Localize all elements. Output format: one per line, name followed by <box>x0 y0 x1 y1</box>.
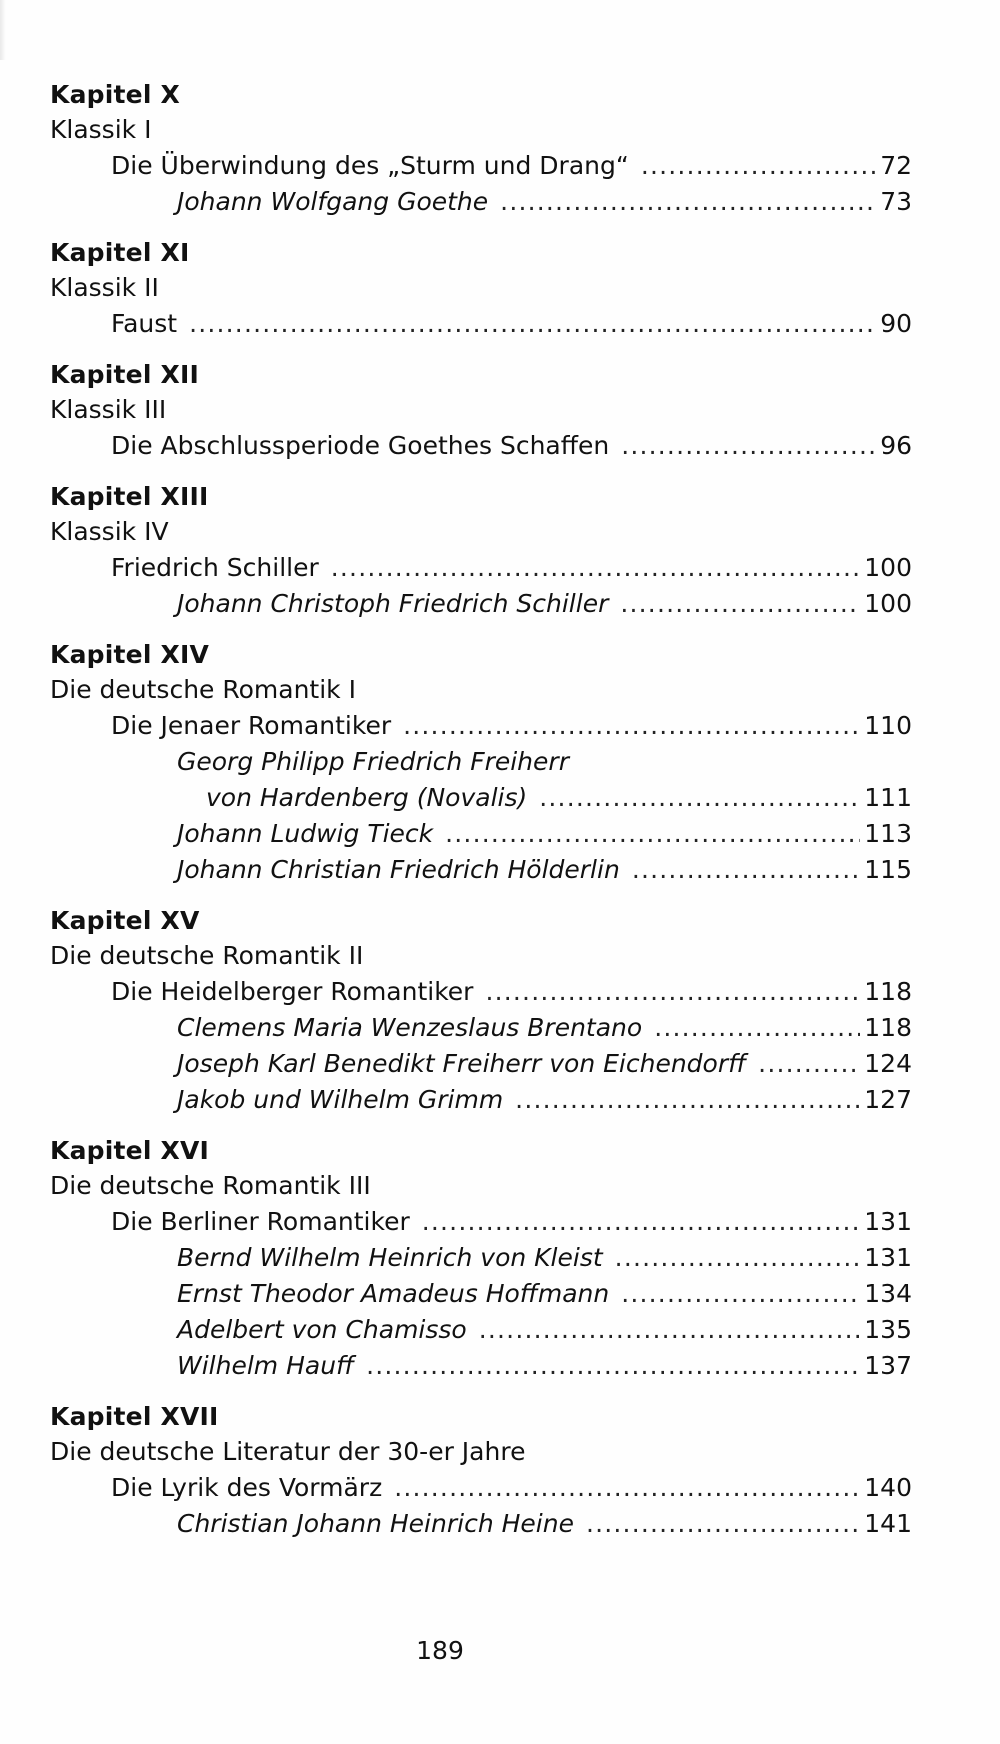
toc-entry-page: 100 <box>864 553 912 582</box>
toc-entry-page: 72 <box>880 151 912 180</box>
page-edge-shadow <box>0 0 6 60</box>
chapter-title: Kapitel XII <box>50 360 199 389</box>
toc-entry-label: Bernd Wilhelm Heinrich von Kleist <box>177 1243 603 1272</box>
toc-entry-page: 73 <box>880 187 912 216</box>
dot-leader <box>500 184 876 220</box>
toc-entry-label: Georg Philipp Friedrich Freiherr <box>177 747 569 776</box>
toc-entry-label: Joseph Karl Benedikt Freiherr von Eichendorff <box>177 1049 747 1078</box>
toc-entry-page: 100 <box>864 589 912 618</box>
dot-leader <box>189 306 876 342</box>
toc-entry[interactable] <box>50 1204 912 1240</box>
page-number: 189 <box>416 1636 464 1665</box>
chapter-subtitle: Die deutsche Romantik II <box>50 941 364 970</box>
toc-entry-label: Faust <box>111 309 178 338</box>
chapter-subtitle: Die deutsche Romantik I <box>50 675 356 704</box>
dot-leader <box>586 1506 860 1542</box>
toc-entry[interactable] <box>50 708 912 744</box>
toc-entry[interactable] <box>50 1470 912 1506</box>
toc-entry-page: 115 <box>864 855 912 884</box>
chapter-title: Kapitel XVII <box>50 1402 219 1431</box>
toc-entry[interactable] <box>50 1506 912 1542</box>
dot-leader <box>632 852 860 888</box>
toc-entry-label: Die Abschlussperiode Goethes Schaffen <box>111 431 610 460</box>
toc-entry[interactable] <box>50 816 912 852</box>
toc-entry-label: Friedrich Schiller <box>111 553 319 582</box>
dot-leader <box>621 1276 860 1312</box>
toc-entry-page: 131 <box>864 1207 912 1236</box>
toc-entry[interactable] <box>50 1240 912 1276</box>
toc-entry-label: Die Lyrik des Vormärz <box>111 1473 383 1502</box>
dot-leader <box>394 1470 860 1506</box>
chapter-xiv <box>50 638 912 888</box>
toc-entry-label: Die Berliner Romantiker <box>111 1207 410 1236</box>
dot-leader <box>621 428 876 464</box>
toc-entry[interactable] <box>50 852 912 888</box>
toc-entry-page: 90 <box>880 309 912 338</box>
toc-entry[interactable] <box>50 184 912 220</box>
toc-entry-label: Jakob und Wilhelm Grimm <box>177 1085 504 1114</box>
chapter-subtitle: Klassik I <box>50 115 152 144</box>
chapter-title: Kapitel XI <box>50 238 190 267</box>
toc-entry[interactable] <box>50 1082 912 1118</box>
toc-entry-page: 118 <box>864 977 912 1006</box>
toc-entry[interactable] <box>50 974 912 1010</box>
chapter-subtitle: Klassik IV <box>50 517 169 546</box>
toc-entry-label: Christian Johann Heinrich Heine <box>177 1509 574 1538</box>
toc-entry-label: Adelbert von Chamisso <box>177 1315 467 1344</box>
dot-leader <box>403 708 860 744</box>
dot-leader <box>654 1010 860 1046</box>
toc-entry-page: 127 <box>864 1085 912 1114</box>
toc-entry-label: Clemens Maria Wenzeslaus Brentano <box>177 1013 643 1042</box>
toc-entry-page: 124 <box>864 1049 912 1078</box>
toc-entry[interactable] <box>50 780 912 816</box>
toc-entry-page: 134 <box>864 1279 912 1308</box>
toc-entry-label: Wilhelm Hauff <box>177 1351 355 1380</box>
toc-entry-label: Ernst Theodor Amadeus Hoffmann <box>177 1279 610 1308</box>
toc-entry-label: Johann Wolfgang Goethe <box>177 187 489 216</box>
toc-entry-label: Die Jenaer Romantiker <box>111 711 392 740</box>
toc-entry-page: 135 <box>864 1315 912 1344</box>
dot-leader <box>641 148 876 184</box>
toc-entry-label: Die Überwindung des „Sturm und Drang“ <box>111 151 629 180</box>
toc-entry[interactable] <box>50 148 912 184</box>
table-of-contents <box>50 78 912 1558</box>
toc-entry-page: 110 <box>864 711 912 740</box>
dot-leader <box>539 780 860 816</box>
chapter-subtitle: Die deutsche Literatur der 30-er Jahre <box>50 1437 526 1466</box>
toc-entry-page: 111 <box>864 783 912 812</box>
chapter-xii <box>50 358 912 464</box>
toc-entry[interactable] <box>50 1046 912 1082</box>
chapter-subtitle: Klassik III <box>50 395 167 424</box>
dot-leader <box>615 1240 861 1276</box>
dot-leader <box>331 550 861 586</box>
toc-entry-label: Die Heidelberger Romantiker <box>111 977 474 1006</box>
toc-entry-page: 131 <box>864 1243 912 1272</box>
dot-leader <box>445 816 860 852</box>
toc-entry[interactable] <box>50 550 912 586</box>
chapter-title: Kapitel X <box>50 80 180 109</box>
toc-entry-page: 118 <box>864 1013 912 1042</box>
chapter-title: Kapitel XIV <box>50 640 210 669</box>
chapter-subtitle: Klassik II <box>50 273 159 302</box>
chapter-x <box>50 78 912 220</box>
dot-leader <box>758 1046 860 1082</box>
chapter-xv <box>50 904 912 1118</box>
toc-entry-first-line[interactable] <box>50 744 912 780</box>
chapter-xi <box>50 236 912 342</box>
toc-entry-page: 113 <box>864 819 912 848</box>
dot-leader <box>515 1082 860 1118</box>
toc-entry-page: 141 <box>864 1509 912 1538</box>
chapter-title: Kapitel XVI <box>50 1136 210 1165</box>
toc-entry[interactable] <box>50 1276 912 1312</box>
toc-entry[interactable] <box>50 1312 912 1348</box>
chapter-subtitle: Die deutsche Romantik III <box>50 1171 371 1200</box>
dot-leader <box>479 1312 861 1348</box>
toc-entry[interactable] <box>50 306 912 342</box>
toc-entry-page: 137 <box>864 1351 912 1380</box>
dot-leader <box>485 974 860 1010</box>
toc-entry-page: 96 <box>880 431 912 460</box>
toc-entry-label: Johann Christoph Friedrich Schiller <box>177 589 609 618</box>
toc-entry[interactable] <box>50 1348 912 1384</box>
chapter-title: Kapitel XV <box>50 906 200 935</box>
toc-entry[interactable] <box>50 586 912 622</box>
dot-leader <box>422 1204 861 1240</box>
chapter-xiii <box>50 480 912 622</box>
toc-entry[interactable] <box>50 1010 912 1046</box>
chapter-xvi <box>50 1134 912 1384</box>
toc-entry-label: Johann Christian Friedrich Hölderlin <box>177 855 620 884</box>
chapter-title: Kapitel XIII <box>50 482 209 511</box>
toc-entry-page: 140 <box>864 1473 912 1502</box>
toc-entry-label: von Hardenberg (Novalis) <box>206 783 528 812</box>
toc-entry[interactable] <box>50 428 912 464</box>
toc-entry-label: Johann Ludwig Tieck <box>177 819 434 848</box>
dot-leader <box>366 1348 860 1384</box>
chapter-xvii <box>50 1400 912 1542</box>
dot-leader <box>620 586 860 622</box>
